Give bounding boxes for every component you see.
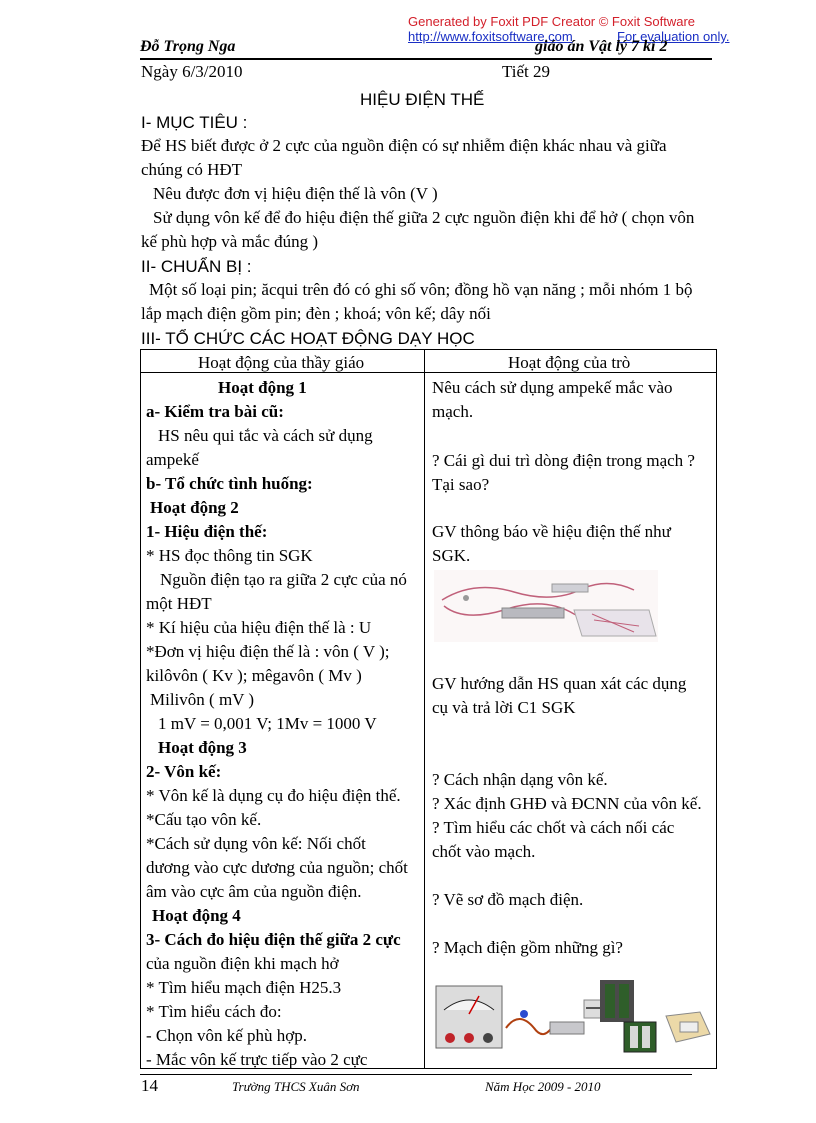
equipment-illustration bbox=[434, 980, 714, 1058]
student-line: Tại sao? bbox=[432, 475, 490, 494]
foxit-url-link[interactable]: http://www.foxitsoftware.com bbox=[408, 29, 573, 44]
teacher-line: *Cách sử dụng vôn kế: Nối chốt bbox=[146, 834, 366, 853]
student-line: ? Xác định GHĐ và ĐCNN của vôn kế. bbox=[432, 794, 702, 813]
student-line: cụ và trả lời C1 SGK bbox=[432, 698, 576, 717]
teacher-line: của nguồn điện khi mạch hở bbox=[146, 954, 339, 973]
student-line: mạch. bbox=[432, 402, 474, 421]
student-line: Nêu cách sử dụng ampekế mắc vào bbox=[432, 378, 673, 397]
activity-4-heading: Hoạt động 4 bbox=[152, 906, 241, 925]
student-line: SGK. bbox=[432, 546, 471, 565]
footer-rule bbox=[140, 1074, 692, 1075]
objectives-line-3: Nêu được đơn vị hiệu điện thế là vôn (V ) bbox=[153, 184, 438, 203]
activity-2-heading: Hoạt động 2 bbox=[150, 498, 239, 517]
objectives-line-4: Sử dụng vôn kế để đo hiệu điện thế giữa 2 cực nguồn điện khi để hở ( chọn vôn bbox=[153, 208, 695, 227]
student-line: ? Vẽ sơ đồ mạch điện. bbox=[432, 890, 584, 909]
foxit-watermark: Generated by Foxit PDF Creator © Foxit Software bbox=[408, 14, 696, 29]
prep-line-2: lắp mạch điện gồm pin; đèn ; khoá; vôn kế; dây nối bbox=[141, 304, 491, 323]
student-line: ? Tìm hiểu các chốt và cách nối các bbox=[432, 818, 675, 837]
objectives-line-1: Để HS biết được ở 2 cực của nguồn điện có sự nhiễm điện khác nhau và giữa bbox=[141, 136, 667, 155]
teacher-line: - Mắc vôn kế trực tiếp vào 2 cực bbox=[146, 1050, 368, 1069]
student-line: GV hướng dẫn HS quan xát các dụng bbox=[432, 674, 687, 693]
teacher-line: - Chọn vôn kế phù hợp. bbox=[146, 1026, 308, 1045]
teacher-line: dương vào cực dương của nguồn; chốt bbox=[146, 858, 408, 877]
column-header-teacher: Hoạt động của thầy giáo bbox=[198, 353, 365, 372]
teacher-line: HS nêu qui tắc và cách sử dụng bbox=[158, 426, 373, 445]
student-line: GV thông báo về hiệu điện thế như bbox=[432, 522, 671, 541]
page-title: HIỆU ĐIỆN THẾ bbox=[360, 90, 485, 109]
teacher-line: *Đơn vị hiệu điện thế là : vôn ( V ); bbox=[146, 642, 390, 661]
teacher-line: ampekế bbox=[146, 450, 199, 469]
activity-1-heading: Hoạt động 1 bbox=[218, 378, 307, 397]
footer-school: Trường THCS Xuân Sơn bbox=[232, 1079, 360, 1094]
header-rule bbox=[140, 58, 712, 60]
teacher-line: * Vôn kế là dụng cụ đo hiệu điện thế. bbox=[146, 786, 401, 805]
teacher-column bbox=[146, 376, 420, 1072]
teacher-line: 1 mV = 0,001 V; 1Mv = 1000 V bbox=[158, 714, 377, 733]
student-line: ? Mạch điện gồm những gì? bbox=[432, 938, 623, 957]
teacher-line: âm vào cực âm của nguồn điện. bbox=[146, 882, 362, 901]
old-lesson-check-heading: a- Kiểm tra bài cũ: bbox=[146, 402, 284, 421]
prep-line-1: Một số loại pin; ăcqui trên đó có ghi số vôn; đồng hồ vạn năng ; mỗi nhóm 1 bộ bbox=[149, 280, 693, 299]
circuit-illustration bbox=[434, 570, 658, 642]
header-author: Đỗ Trọng Nga bbox=[140, 38, 236, 55]
teacher-line: kilôvôn ( Kv ); mêgavôn ( Mv ) bbox=[146, 666, 362, 685]
student-line: chốt vào mạch. bbox=[432, 842, 536, 861]
objectives-line-2: chúng có HĐT bbox=[141, 160, 243, 179]
teacher-line: * Tìm hiểu cách đo: bbox=[146, 1002, 282, 1021]
student-line: ? Cách nhận dạng vôn kế. bbox=[432, 770, 608, 789]
teacher-line: *Cấu tạo vôn kế. bbox=[146, 810, 262, 829]
voltage-heading: 1- Hiệu điện thế: bbox=[146, 522, 268, 541]
measure-heading: 3- Cách đo hiệu điện thế giữa 2 cực bbox=[146, 930, 401, 949]
teacher-line: Nguồn điện tạo ra giữa 2 cực của nó bbox=[160, 570, 407, 589]
voltmeter-heading: 2- Vôn kế: bbox=[146, 762, 222, 781]
teacher-line: * Kí hiệu của hiệu điện thế là : U bbox=[146, 618, 372, 637]
situation-heading: b- Tổ chức tình huống: bbox=[146, 474, 313, 493]
teacher-line: Milivôn ( mV ) bbox=[150, 690, 255, 709]
prep-heading: II- CHUẨN BỊ : bbox=[141, 257, 252, 276]
teacher-line: * HS đọc thông tin SGK bbox=[146, 546, 313, 565]
activity-3-heading: Hoạt động 3 bbox=[158, 738, 247, 757]
lesson-period: Tiết 29 bbox=[502, 62, 551, 81]
objectives-line-5: kế phù hợp và mắc đúng ) bbox=[141, 232, 319, 251]
foxit-evaluation-note: For evaluation only. bbox=[617, 29, 730, 44]
footer-year: Năm Học 2009 - 2010 bbox=[485, 1079, 601, 1094]
student-line: ? Cái gì dui trì dòng điện trong mạch ? bbox=[432, 451, 695, 470]
objectives-heading: I- MỤC TIÊU : bbox=[141, 113, 248, 132]
column-header-student: Hoạt động của trò bbox=[508, 353, 631, 372]
teacher-line: * Tìm hiểu mạch điện H25.3 bbox=[146, 978, 342, 997]
header-subject: giáo án Vật lý 7 kì 2 bbox=[535, 38, 668, 55]
teacher-line: một HĐT bbox=[146, 594, 212, 613]
table-column-divider bbox=[424, 349, 425, 1069]
activities-heading: III- TỔ CHỨC CÁC HOẠT ĐỘNG DẠY HỌC bbox=[141, 329, 475, 348]
lesson-date: Ngày 6/3/2010 bbox=[141, 62, 243, 81]
page-number: 14 bbox=[141, 1076, 158, 1095]
